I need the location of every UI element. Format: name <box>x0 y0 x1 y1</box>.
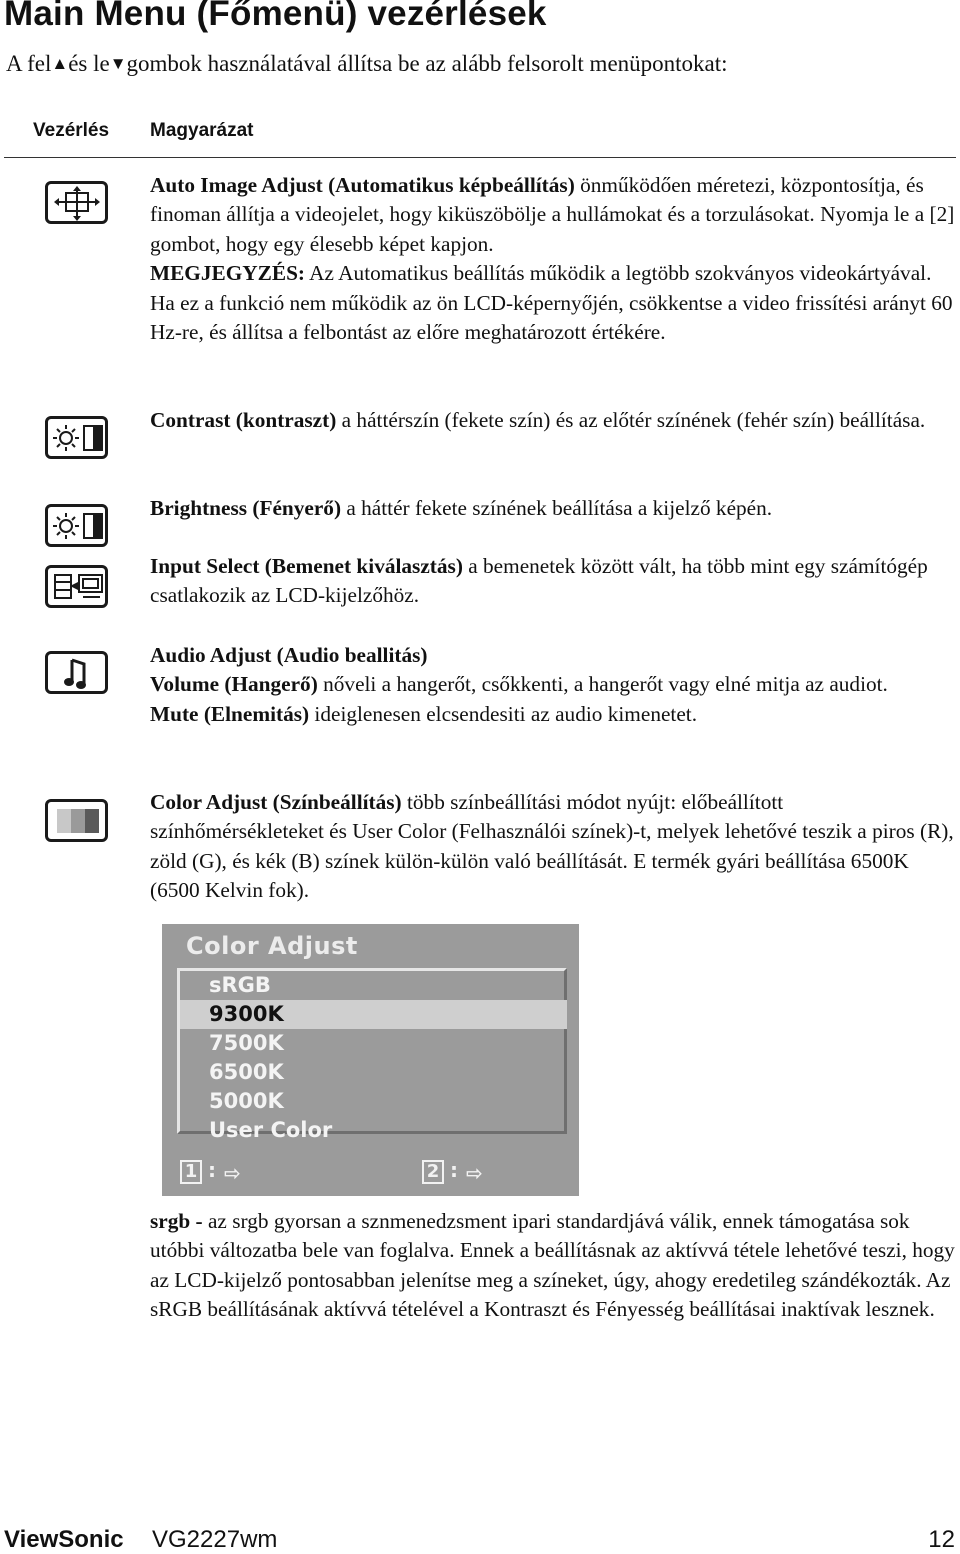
page-title: Main Menu (Főmenü) vezérlések <box>4 0 547 33</box>
osd-key-2[interactable]: 2 <box>422 1160 444 1184</box>
color-adjust-text: több színbeállítási módot nyújt: előbeállított színhőmérsékleteket és User Color (Felhasználói színek)-t, melyek lehetővé teszik a piros (R), zöld (G), és kék (B) színek külön-külön való beállítását. E termék gyári beállítása 6500K (6500 Kelvin fok). <box>150 790 954 903</box>
osd-option-5000k[interactable]: 5000K <box>209 1089 284 1113</box>
audio-adjust-icon <box>45 651 108 694</box>
input-select-icon <box>45 565 108 608</box>
osd-color-adjust-menu <box>162 924 579 1196</box>
audio-adjust-label: Audio Adjust (Audio beallitás) <box>150 643 428 667</box>
brightness-description <box>150 494 955 523</box>
osd-key-1-colon: : <box>208 1158 216 1182</box>
contrast-icon <box>45 416 108 459</box>
osd-option-srgb[interactable]: sRGB <box>209 973 271 997</box>
volume-label: Volume (Hangerő) <box>150 672 318 697</box>
input-select-description <box>150 552 955 611</box>
brightness-label: Brightness (Fényerő) <box>150 496 342 520</box>
column-header-description: Magyarázat <box>150 120 254 141</box>
osd-option-user-color[interactable]: User Color <box>209 1118 333 1142</box>
mute-text: ideiglenesen elcsendesiti az audio kimenetet. <box>309 701 698 726</box>
intro-part1: A fel <box>6 51 52 76</box>
osd-option-9300k[interactable]: 9300K <box>180 1000 567 1029</box>
srgb-text: az srgb gyorsan a sznmenedzsment ipari standardjává válik, ennek támogatása sok utóbbi változatba bele van foglalva. Ennek a beállításnak az aktívvá tétele lehetővé teszi, hogy az LCD-kijelző pontosabban jelenítse meg a színeket, úgy, ahogy eredetileg szándékozták. Az sRGB beállításának aktívvá tételével a Kontraszt és Fényesség beállításai inaktívak lesznek. <box>150 1209 955 1322</box>
input-select-label: Input Select (Bemenet kiválasztás) <box>150 554 463 578</box>
osd-option-7500k[interactable]: 7500K <box>209 1031 284 1055</box>
osd-option-list <box>177 968 567 1142</box>
osd-key-2-colon: : <box>450 1158 458 1182</box>
volume-text: nőveli a hangerőt, csőkkenti, a hangerőt vagy elné mitja az audiot. <box>317 672 888 697</box>
color-adjust-label: Color Adjust (Színbeállítás) <box>150 790 402 814</box>
contrast-label: Contrast (kontraszt) <box>150 408 337 432</box>
srgb-description <box>150 1207 955 1325</box>
auto-image-adjust-description <box>150 171 955 347</box>
note-text: Az Automatikus beállítás működik a legtöbb szokványos videokártyával. Ha ez a funkció nem működik az ön LCD-képernyőjén, csökkentse a video frissítési arányt 60 Hz-re, és állítsa a felbontást az előre meghatározott értékére. <box>150 261 953 345</box>
brightness-text: a háttér fekete színének beállítása a kijelző képén. <box>341 496 773 520</box>
enter-arrow-icon: ⇨ <box>466 1161 483 1185</box>
color-adjust-description <box>150 788 955 906</box>
osd-footer <box>180 1160 570 1188</box>
audio-adjust-description <box>150 641 955 729</box>
intro-part3: gombok használatával állítsa be az alább felsorolt menüpontokat: <box>126 51 728 76</box>
footer-model: VG2227wm <box>152 1526 278 1553</box>
intro-part2: és le <box>68 51 110 76</box>
intro-text <box>6 51 728 77</box>
auto-image-adjust-icon <box>45 181 108 224</box>
header-divider <box>4 157 956 158</box>
contrast-description <box>150 406 955 435</box>
contrast-text: a háttérszín (fekete szín) és az előtér színének (fehér szín) beállítása. <box>336 408 926 432</box>
brightness-icon <box>45 504 108 547</box>
input-select-text: a bemenetek között vált, ha több mint egy számítógép csatlakozik az LCD-kijelzőhöz. <box>150 554 928 608</box>
osd-key-1[interactable]: 1 <box>180 1160 202 1184</box>
mute-label: Mute (Elnemitás) <box>150 701 310 726</box>
note-label: MEGJEGYZÉS: <box>150 261 306 286</box>
up-triangle-icon: ▲ <box>51 54 69 73</box>
auto-image-adjust-text: önműködően méretezi, központosítja, és finoman állítja a videojelet, hogy kiküszöbölje a hullámokat és a torzulásokat. Nyomja le a [2] gombot, hogy egy élesebb képet kapjon. <box>150 173 955 256</box>
page-number: 12 <box>928 1526 955 1553</box>
footer-brand: ViewSonic <box>4 1526 124 1553</box>
srgb-label: srgb - <box>150 1209 203 1233</box>
auto-image-adjust-label: Auto Image Adjust (Automatikus képbeállítás) <box>150 173 575 197</box>
color-adjust-icon <box>45 799 108 842</box>
osd-option-6500k[interactable]: 6500K <box>209 1060 284 1084</box>
column-header-control: Vezérlés <box>33 120 110 141</box>
osd-title: Color Adjust <box>186 932 358 960</box>
enter-arrow-icon: ⇨ <box>224 1161 241 1185</box>
down-triangle-icon: ▼ <box>109 54 127 73</box>
